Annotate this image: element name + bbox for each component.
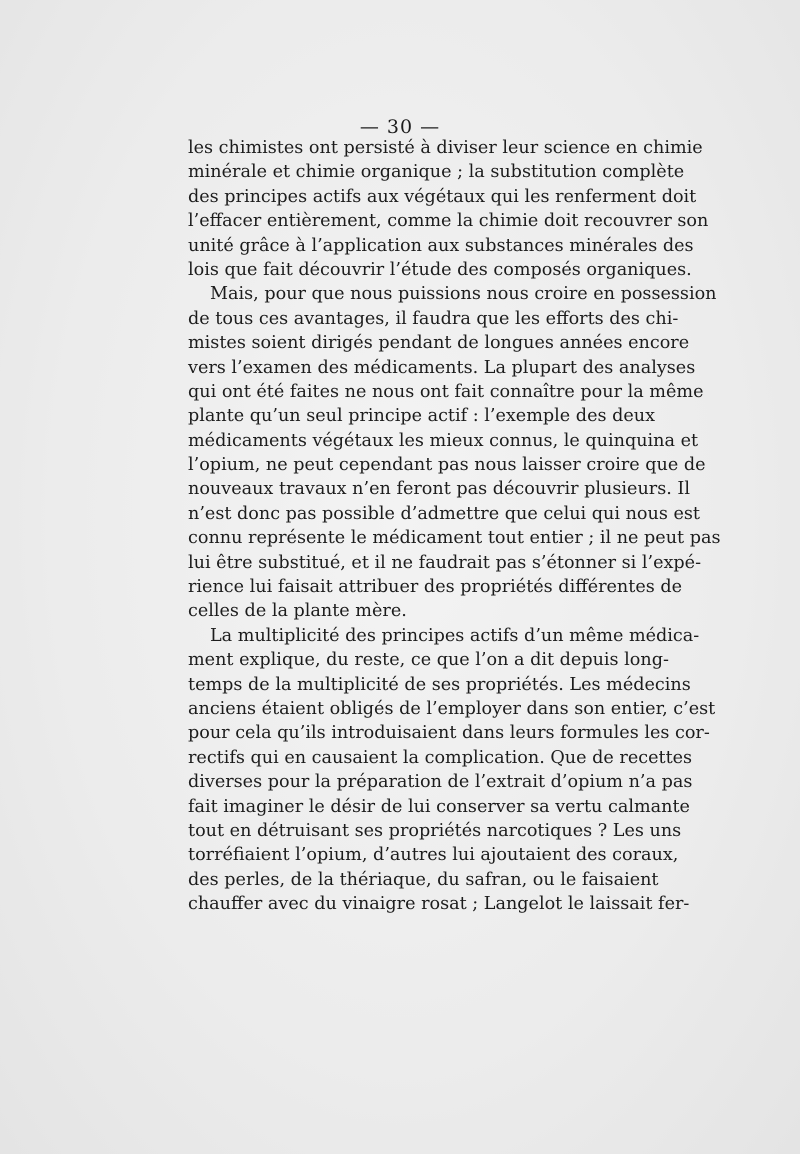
- text-line: celles de la plante mère.: [188, 601, 407, 622]
- text-line: diverses pour la préparation de l’extrait d’opium n’a pas: [188, 772, 693, 793]
- text-line: ment explique, du reste, ce que l’on a dit depuis long-: [188, 650, 669, 671]
- text-line: anciens étaient obligés de l’employer dans son entier, c’est: [188, 698, 716, 719]
- text-line: pour cela qu’ils introduisaient dans leurs formules les cor-: [188, 723, 710, 744]
- text-line: l’opium, ne peut cependant pas nous laisser croire que de: [188, 455, 706, 476]
- text-line: des principes actifs aux végétaux qui les renferment doit: [188, 186, 697, 207]
- text-line: chauffer avec du vinaigre rosat ; Langelot le laissait fer-: [188, 894, 690, 915]
- text-line: fait imaginer le désir de lui conserver sa vertu calmante: [188, 796, 690, 817]
- text-line: plante qu’un seul principe actif : l’exemple des deux: [188, 406, 656, 427]
- text-line: temps de la multiplicité de ses propriétés. Les médecins: [188, 674, 691, 695]
- text-line: rience lui faisait attribuer des propriétés différentes de: [188, 577, 683, 598]
- text-line: de tous ces avantages, il faudra que les efforts des chi-: [188, 308, 679, 329]
- text-line: tout en détruisant ses propriétés narcotiques ? Les uns: [188, 820, 682, 841]
- text-line: minérale et chimie organique ; la substitution complète: [188, 162, 685, 183]
- text-line: unité grâce à l’application aux substances minérales des: [188, 235, 694, 256]
- text-line: médicaments végétaux les mieux connus, le quinquina et: [188, 430, 699, 451]
- text-line: n’est donc pas possible d’admettre que celui qui nous est: [188, 503, 700, 524]
- text-line: des perles, de la thériaque, du safran, ou le faisaient: [188, 869, 659, 890]
- body-text: [188, 136, 721, 917]
- text-line: connu représente le médicament tout entier ; il ne peut pas: [188, 528, 721, 549]
- text-line: mistes soient dirigés pendant de longues années encore: [188, 333, 690, 354]
- text-line: l’effacer entièrement, comme la chimie doit recouvrer son: [188, 211, 709, 232]
- paragraph-start-line: La multiplicité des principes actifs d’un même médica-: [210, 625, 700, 646]
- text-line: lois que fait découvrir l’étude des composés organiques.: [188, 259, 692, 280]
- text-line: vers l’examen des médicaments. La plupart des analyses: [188, 357, 696, 378]
- text-line: lui être substitué, et il ne faudrait pas s’étonner si l’expé-: [188, 552, 702, 573]
- text-line: torréfiaient l’opium, d’autres lui ajoutaient des coraux,: [188, 845, 679, 866]
- text-line: nouveaux travaux n’en feront pas découvrir plusieurs. Il: [188, 479, 690, 500]
- text-line: les chimistes ont persisté à diviser leur science en chimie: [188, 138, 703, 158]
- page-number: — 30 —: [359, 116, 441, 138]
- text-line: rectifs qui en causaient la complication. Que de recettes: [188, 747, 693, 768]
- paragraph-start-line: Mais, pour que nous puissions nous croire en possession: [210, 284, 717, 305]
- text-line: qui ont été faites ne nous ont fait connaître pour la même: [188, 381, 704, 402]
